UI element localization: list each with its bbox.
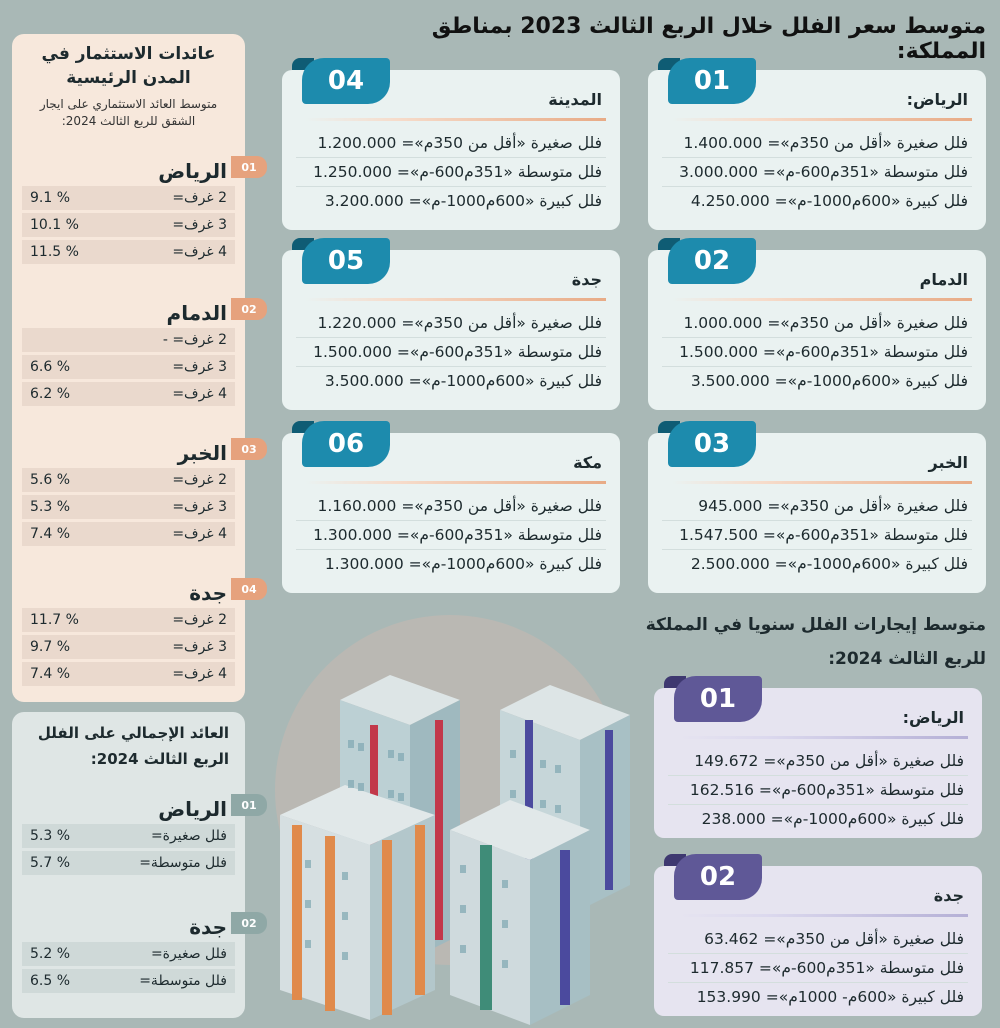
price-row: فلل صغيرة «أقل من 350م»= 945.000 bbox=[662, 492, 972, 521]
price-row: فلل متوسطة «351م600-م»= 1.300.000 bbox=[296, 521, 606, 550]
price-row: فلل صغيرة «أقل من 350م»= 1.400.000 bbox=[662, 129, 972, 158]
rent-row: فلل صغيرة «أقل من 350م»= 63.462 bbox=[668, 925, 968, 954]
section-number-tab: 01 bbox=[231, 794, 267, 816]
rent-section-title: متوسط إيجارات الفلل سنويا في المملكة للربع الثالث 2024: bbox=[645, 615, 986, 669]
section-number-tab: 03 bbox=[231, 438, 267, 460]
return-row bbox=[22, 186, 235, 210]
card-number-badge: 01 bbox=[668, 58, 756, 104]
card-city: الخبر bbox=[928, 453, 968, 472]
price-row: فلل متوسطة «351م600-م»= 1.547.500 bbox=[662, 521, 972, 550]
row-label: 4 غرف= bbox=[172, 526, 227, 542]
section-city: الرياض bbox=[158, 159, 227, 183]
return-row bbox=[22, 495, 235, 519]
rent-card-riyadh bbox=[654, 684, 982, 838]
row-value: 9.7 % bbox=[30, 639, 71, 655]
gross-row bbox=[22, 851, 235, 875]
row-label: 2 غرف= - bbox=[162, 332, 227, 348]
row-value: 10.1 % bbox=[30, 217, 79, 233]
main-title: متوسط سعر الفلل خلال الربع الثالث 2023 بمناطق المملكة: bbox=[431, 14, 986, 64]
price-card-makkah bbox=[282, 429, 620, 593]
card-city: الرياض: bbox=[902, 708, 964, 727]
row-value: 11.7 % bbox=[30, 612, 79, 628]
gross-section-riyadh bbox=[12, 794, 257, 878]
card-number-badge: 02 bbox=[668, 238, 756, 284]
price-card-khobar bbox=[648, 429, 986, 593]
row-label: فلل صغيرة= bbox=[150, 946, 227, 962]
card-city: مكة bbox=[573, 453, 602, 472]
row-label: فلل متوسطة= bbox=[139, 855, 227, 871]
card-city: الرياض: bbox=[906, 90, 968, 109]
section-city: الخبر bbox=[177, 441, 227, 465]
return-row bbox=[22, 635, 235, 659]
section-city: الدمام bbox=[166, 301, 227, 325]
price-row: فلل متوسطة «351م600-م»= 3.000.000 bbox=[662, 158, 972, 187]
row-value: 5.3 % bbox=[30, 499, 71, 515]
price-row: فلل صغيرة «أقل من 350م»= 1.160.000 bbox=[296, 492, 606, 521]
rent-row: فلل متوسطة «351م600-م»= 162.516 bbox=[668, 776, 968, 805]
card-number-badge: 03 bbox=[668, 421, 756, 467]
row-value: 5.6 % bbox=[30, 472, 71, 488]
gross-row bbox=[22, 942, 235, 966]
row-value: 5.7 % bbox=[30, 855, 71, 871]
section-city: الرياض bbox=[158, 797, 227, 821]
price-row: فلل كبيرة «600م1000-م»= 1.300.000 bbox=[324, 555, 602, 573]
price-row: فلل صغيرة «أقل من 350م»= 1.220.000 bbox=[296, 309, 606, 338]
row-value: 7.4 % bbox=[30, 526, 71, 542]
price-card-jeddah bbox=[282, 246, 620, 410]
row-label: 4 غرف= bbox=[172, 244, 227, 260]
rent-row: فلل صغيرة «أقل من 350م»= 149.672 bbox=[668, 747, 968, 776]
returns-panel-subtitle: متوسط العائد الاستثماري على ايجار الشقق للربع الثالث 2024: bbox=[39, 97, 218, 128]
divider bbox=[672, 481, 972, 484]
row-label: 2 غرف= bbox=[172, 190, 227, 206]
card-city: المدينة bbox=[548, 90, 602, 109]
section-number-tab: 01 bbox=[231, 156, 267, 178]
gross-section-jeddah bbox=[12, 912, 257, 996]
card-city: الدمام bbox=[919, 270, 968, 289]
price-card-madinah bbox=[282, 66, 620, 230]
row-value: 7.4 % bbox=[30, 666, 71, 682]
card-city: جدة bbox=[571, 270, 602, 289]
section-city: جدة bbox=[189, 915, 227, 939]
row-value: 9.1 % bbox=[30, 190, 71, 206]
rent-card-jeddah bbox=[654, 862, 982, 1016]
price-row: فلل متوسطة «351م600-م»= 1.500.000 bbox=[662, 338, 972, 367]
gross-row bbox=[22, 824, 235, 848]
row-value: 6.5 % bbox=[30, 973, 71, 989]
price-row: فلل كبيرة «600م1000-م»= 3.500.000 bbox=[690, 372, 968, 390]
card-number-badge: 06 bbox=[302, 421, 390, 467]
price-row: فلل صغيرة «أقل من 350م»= 1.000.000 bbox=[662, 309, 972, 338]
card-number-badge: 05 bbox=[302, 238, 390, 284]
returns-section-riyadh bbox=[12, 156, 257, 267]
return-row bbox=[22, 213, 235, 237]
return-row bbox=[22, 240, 235, 264]
card-number-badge: 01 bbox=[674, 676, 762, 722]
section-number-tab: 02 bbox=[231, 298, 267, 320]
price-row: فلل صغيرة «أقل من 350م»= 1.200.000 bbox=[296, 129, 606, 158]
row-value: 6.2 % bbox=[30, 386, 71, 402]
gross-row bbox=[22, 969, 235, 993]
price-row: فلل كبيرة «600م1000-م»= 4.250.000 bbox=[690, 192, 968, 210]
row-value: 11.5 % bbox=[30, 244, 79, 260]
card-number-badge: 04 bbox=[302, 58, 390, 104]
price-card-dammam bbox=[648, 246, 986, 410]
price-row: فلل متوسطة «351م600-م»= 1.250.000 bbox=[296, 158, 606, 187]
card-city: جدة bbox=[933, 886, 964, 905]
return-row bbox=[22, 382, 235, 406]
row-label: 4 غرف= bbox=[172, 666, 227, 682]
divider bbox=[678, 736, 968, 739]
row-label: فلل متوسطة= bbox=[139, 973, 227, 989]
row-label: 2 غرف= bbox=[172, 472, 227, 488]
rent-row: فلل متوسطة «351م600-م»= 117.857 bbox=[668, 954, 968, 983]
investment-returns-panel bbox=[12, 34, 257, 702]
price-row: فلل كبيرة «600م1000-م»= 3.200.000 bbox=[324, 192, 602, 210]
row-label: 3 غرف= bbox=[172, 639, 227, 655]
returns-section-jeddah bbox=[12, 578, 257, 689]
section-number-tab: 02 bbox=[231, 912, 267, 934]
price-card-riyadh bbox=[648, 66, 986, 230]
divider bbox=[678, 914, 968, 917]
row-label: 3 غرف= bbox=[172, 359, 227, 375]
rent-row: فلل كبيرة «600م1000-م»= 238.000 bbox=[701, 810, 964, 828]
return-row bbox=[22, 468, 235, 492]
price-row: فلل كبيرة «600م1000-م»= 3.500.000 bbox=[324, 372, 602, 390]
buildings-illustration bbox=[270, 600, 630, 1028]
divider bbox=[306, 481, 606, 484]
return-row bbox=[22, 662, 235, 686]
row-label: فلل صغيرة= bbox=[150, 828, 227, 844]
row-value: 5.2 % bbox=[30, 946, 71, 962]
price-row: فلل متوسطة «351م600-م»= 1.500.000 bbox=[296, 338, 606, 367]
return-row bbox=[22, 328, 235, 352]
returns-section-khobar bbox=[12, 438, 257, 549]
gross-returns-panel bbox=[12, 712, 257, 1018]
return-row bbox=[22, 355, 235, 379]
rent-row: فلل كبيرة «600م- 1000م»= 153.990 bbox=[696, 988, 964, 1006]
row-label: 3 غرف= bbox=[172, 217, 227, 233]
price-row: فلل كبيرة «600م1000-م»= 2.500.000 bbox=[690, 555, 968, 573]
divider bbox=[672, 118, 972, 121]
section-number-tab: 04 bbox=[231, 578, 267, 600]
divider bbox=[306, 298, 606, 301]
returns-section-dammam bbox=[12, 298, 257, 409]
return-row bbox=[22, 522, 235, 546]
card-number-badge: 02 bbox=[674, 854, 762, 900]
row-value: 5.3 % bbox=[30, 828, 71, 844]
divider bbox=[672, 298, 972, 301]
return-row bbox=[22, 608, 235, 632]
returns-panel-title: عائدات الاستثمار في المدن الرئيسية bbox=[41, 44, 216, 88]
row-label: 2 غرف= bbox=[172, 612, 227, 628]
row-label: 3 غرف= bbox=[172, 499, 227, 515]
gross-panel-title: العائد الإجمالي على الفلل الربع الثالث 2024: bbox=[37, 724, 229, 768]
section-city: جدة bbox=[189, 581, 227, 605]
row-value: 6.6 % bbox=[30, 359, 71, 375]
divider bbox=[306, 118, 606, 121]
row-label: 4 غرف= bbox=[172, 386, 227, 402]
